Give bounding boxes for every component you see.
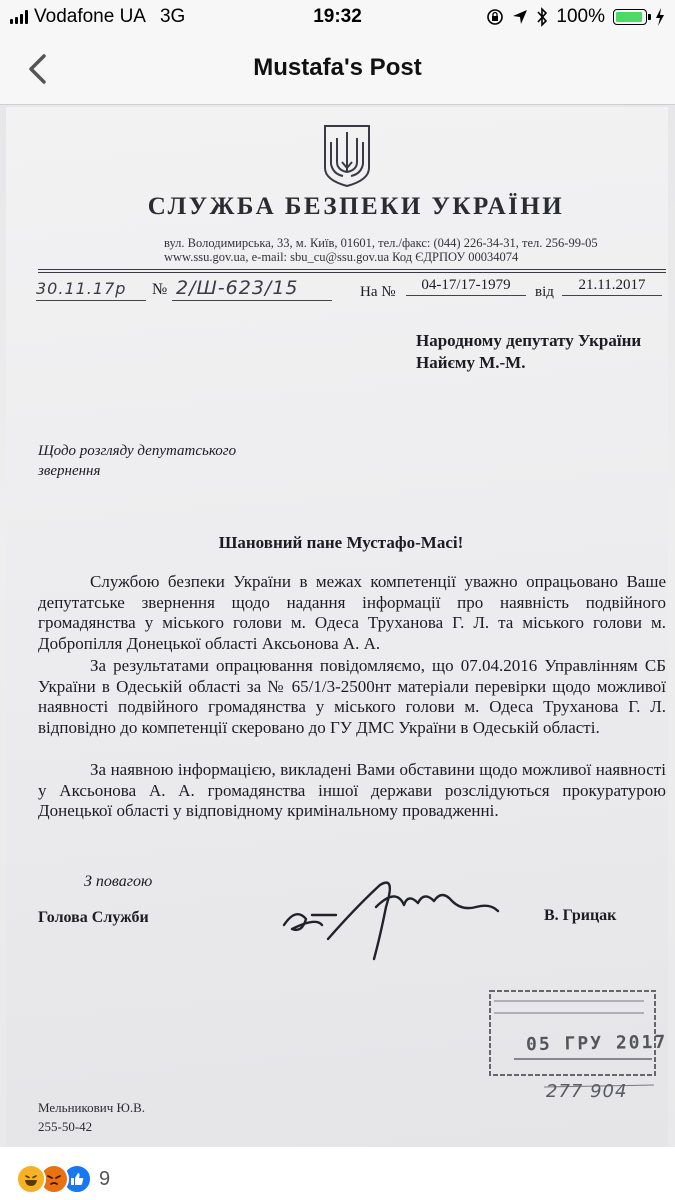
letter-document — [6, 107, 668, 1147]
in-reply-number: 04-17/17-1979 — [406, 277, 526, 296]
handwritten-signature — [276, 867, 506, 963]
body-paragraph-1: Службою безпеки України в межах компетенції уважно опрацьовано Ваше депутатське звернення щодо надання інформації про наявність подвійного громадянства у міського голови м. Одеса Труханова Г. Л. та міського голови м. Добропілля Донецької області Аксьонова А. А. — [38, 572, 666, 653]
address-line-2: www.ssu.gov.ua, e-mail: sbu_cu@ssu.gov.ua Код ЄДРПОУ 00034074 — [164, 250, 519, 264]
header-divider — [38, 269, 666, 270]
post-photo[interactable] — [0, 105, 675, 1147]
haha-reaction-icon — [16, 1164, 46, 1194]
executor-name: Мельникович Ю.В. — [38, 1100, 146, 1115]
bluetooth-icon — [536, 7, 548, 27]
status-bar — [0, 0, 675, 34]
signer-position: Голова Служби — [38, 909, 149, 926]
header-divider-thin — [38, 272, 666, 273]
reactions-summary[interactable] — [16, 1164, 110, 1194]
subject-line-2: звернення — [38, 463, 101, 479]
orientation-lock-icon — [486, 8, 504, 26]
in-reply-date: 21.11.2017 — [562, 277, 662, 296]
battery-icon — [613, 9, 647, 25]
in-reply-from-label: від — [535, 284, 554, 300]
salutation: Шановний пане Мустафо-Масі! — [218, 533, 464, 552]
closing-phrase: З повагою — [84, 873, 153, 890]
status-time: 19:32 — [313, 6, 362, 27]
executor-phone: 255-50-42 — [38, 1119, 93, 1134]
body-paragraph-2: За результатами опрацювання повідомляємо, що 07.04.2016 Управлінням СБ України в Одеській області за № 65/1/3-2500нт матеріали перевірки щодо можливої наявності подвійного громадянства у міського голови м. Одеса Труханова Г. Л. відповідно до компетенції скеровано до ГУ ДМС України в Одеській області. — [38, 656, 666, 737]
location-icon — [512, 9, 528, 25]
in-reply-label: На № — [360, 284, 396, 300]
registration-date: 30.11.17р — [36, 279, 127, 298]
recipient-line-1: Народному депутату України — [416, 331, 642, 350]
registration-number-label: № — [152, 281, 168, 298]
navigation-bar — [0, 34, 675, 105]
registration-date-underline — [36, 300, 146, 301]
organization-title: СЛУЖБА БЕЗПЕКИ УКРАЇНИ — [147, 193, 565, 220]
status-right — [486, 6, 665, 28]
charging-icon — [655, 8, 665, 26]
page-title: Mustafa's Post — [253, 54, 422, 81]
network-type: 3G — [159, 6, 186, 27]
address-line-1: вул. Володимирська, 33, м. Київ, 01601, тел./факс: (044) 226-34-31, тел. 256-99-05 — [164, 236, 598, 250]
subject-line-1: Щодо розгляду депутатського — [38, 443, 237, 459]
signer-name: В. Грицак — [544, 907, 617, 924]
battery-percent: 100% — [556, 6, 605, 27]
registration-number-underline — [172, 300, 332, 301]
body-paragraph-3: За наявною інформацією, викладені Вами обставини щодо можливої наявності у Аксьонова А. А. громадянства іншої держави розслідуються прокуратурою Донецької області у відповідному кримінальному провадженні. — [38, 760, 666, 820]
trident-emblem-icon — [321, 122, 373, 188]
reaction-count: 9 — [99, 1167, 111, 1190]
stamp-incoming-number: 277 904 — [546, 1081, 628, 1102]
stamp-date: 05 ГРУ 2017 — [525, 1031, 668, 1056]
carrier-name: Vodafone UA — [34, 6, 146, 27]
registration-number: 2/Ш-623/15 — [176, 277, 299, 299]
recipient-line-2: Найєму М.-М. — [416, 353, 526, 372]
